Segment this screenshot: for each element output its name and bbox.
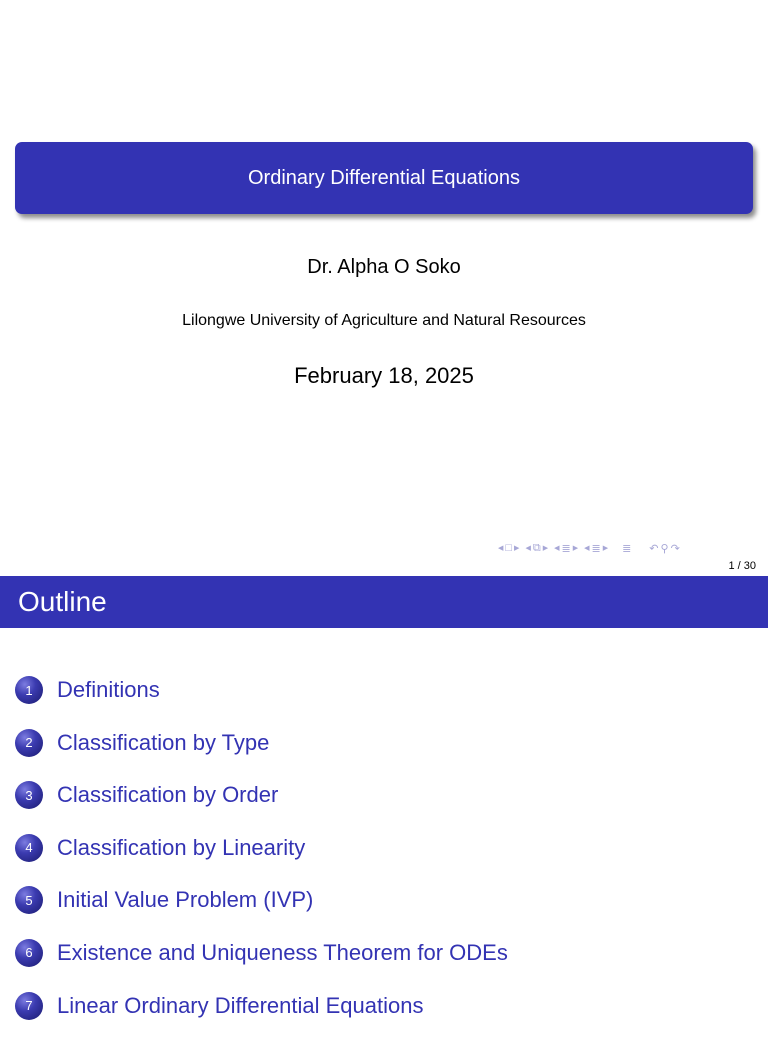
outline-slide bbox=[0, 576, 768, 1024]
redo-icon[interactable]: ↷ bbox=[670, 542, 680, 555]
prev-frame-icon[interactable]: ◀ bbox=[525, 545, 531, 552]
toc-item[interactable] bbox=[15, 729, 508, 782]
align-icon[interactable]: ≣ bbox=[622, 542, 632, 555]
next-slide-icon[interactable]: ▶ bbox=[514, 545, 520, 552]
section-number-ball: 4 bbox=[15, 834, 43, 862]
section-number-ball: 7 bbox=[15, 992, 43, 1020]
institute: Lilongwe University of Agriculture and Natural Resources bbox=[182, 312, 586, 329]
section-icon[interactable]: ≣ bbox=[591, 542, 601, 555]
toc-item[interactable] bbox=[15, 676, 508, 729]
toc-item[interactable] bbox=[15, 886, 508, 939]
toc-link[interactable]: Classification by Type bbox=[57, 729, 270, 755]
toc-link[interactable]: Existence and Uniqueness Theorem for ODEs bbox=[57, 939, 508, 965]
toc-link[interactable]: Linear Ordinary Differential Equations bbox=[57, 992, 424, 1018]
section-number-ball: 1 bbox=[15, 676, 43, 704]
author: Dr. Alpha O Soko bbox=[307, 256, 461, 278]
section-number-ball: 2 bbox=[15, 729, 43, 757]
prev-slide-icon[interactable]: ◀ bbox=[498, 545, 504, 552]
toc-link[interactable]: Definitions bbox=[57, 677, 160, 702]
toc-link[interactable]: Initial Value Problem (IVP) bbox=[57, 887, 314, 913]
section-number-ball: 5 bbox=[15, 886, 43, 914]
toc-item[interactable] bbox=[15, 834, 508, 887]
next-subsection-icon[interactable]: ▶ bbox=[572, 545, 579, 552]
toc-item[interactable] bbox=[15, 939, 508, 992]
frame-title: Outline bbox=[18, 586, 107, 617]
table-of-contents bbox=[15, 676, 508, 1044]
section-number-ball: 6 bbox=[15, 939, 43, 967]
toc-item[interactable] bbox=[15, 992, 508, 1044]
toc-link[interactable]: Classification by Order bbox=[57, 782, 279, 808]
frame-title-bar bbox=[0, 576, 768, 628]
title-box bbox=[15, 142, 753, 214]
search-icon[interactable]: ⚲ bbox=[660, 542, 669, 555]
toc-item[interactable] bbox=[15, 781, 508, 834]
subsection-icon[interactable]: ≣ bbox=[561, 542, 571, 555]
beamer-navigation-bar bbox=[498, 540, 762, 556]
slide-icon[interactable]: □ bbox=[505, 542, 513, 554]
frame-icon[interactable]: ⧉ bbox=[532, 541, 541, 554]
next-frame-icon[interactable]: ▶ bbox=[542, 545, 549, 552]
presentation-title: Ordinary Differential Equations bbox=[248, 166, 520, 189]
undo-icon[interactable]: ↶ bbox=[649, 542, 659, 555]
date: February 18, 2025 bbox=[294, 363, 474, 388]
next-section-icon[interactable]: ▶ bbox=[602, 545, 609, 552]
prev-section-icon[interactable]: ◀ bbox=[584, 545, 590, 552]
section-number-ball: 3 bbox=[15, 781, 43, 809]
page-number: 1 / 30 bbox=[728, 560, 756, 572]
toc-link[interactable]: Classification by Linearity bbox=[57, 834, 306, 860]
prev-subsection-icon[interactable]: ◀ bbox=[554, 545, 560, 552]
